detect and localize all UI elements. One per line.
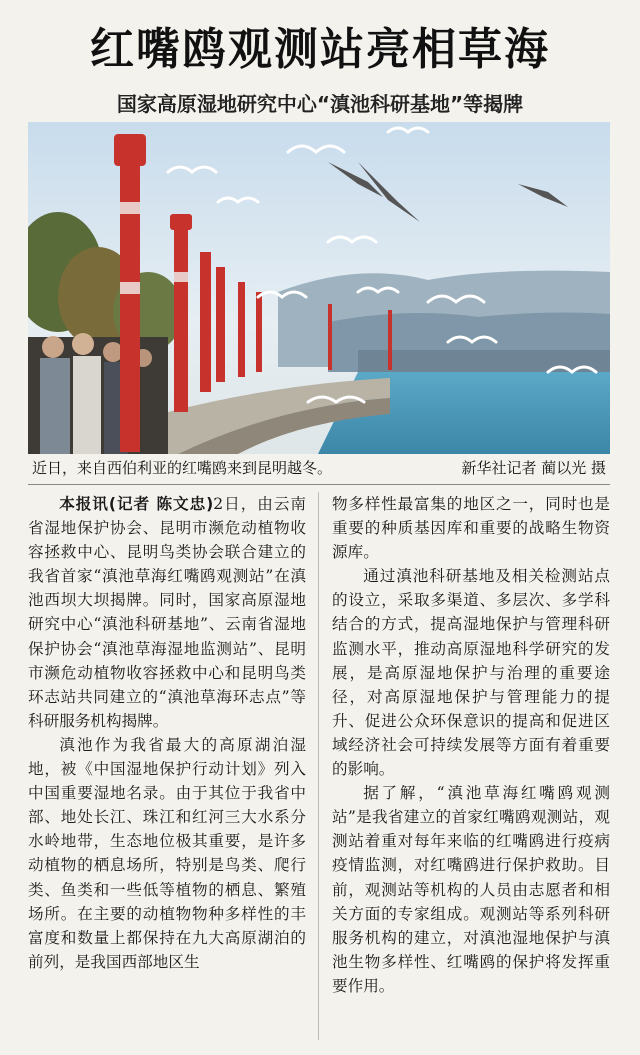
paragraph-3: 通过滇池科研基地及相关检测站点的设立，采取多渠道、多层次、多学科结合的方式，提高湿地保护与管理科研监测水平，推动高原湿地科学研究的发展，是高原湿地保护与治理的重要途径，对高原湿地保护与管理能力的提升、促进公众环保意识的提高和促进区域经济社会可持续发展等方面有着重要的影响。 bbox=[332, 567, 610, 779]
caption-rule bbox=[28, 484, 610, 485]
caption-text: 近日，来自西伯利亚的红嘴鸥来到昆明越冬。 bbox=[32, 459, 333, 477]
photo-credit: 新华社记者 蔺以光 摄 bbox=[461, 459, 606, 477]
paragraph-4: 据了解，“滇池草海红嘴鸥观测站”是我省建立的首家红嘴鸥观测站，观测站着重对每年来临的红嘴鸥进行疫病疫情监测，对红嘴鸥进行保护救助。目前，观测站等机构的人员由志愿者和相关方面的专家组成。观测站等系列科研服务机构的建立，对滇池湿地保护与滇池生物多样性、红嘴鸥的保护将发挥重要作用。 bbox=[332, 784, 610, 995]
news-photo bbox=[28, 122, 610, 454]
paragraph-1 bbox=[28, 492, 306, 733]
byline: 本报讯(记者 陈文忠) bbox=[59, 495, 214, 513]
photo-caption bbox=[28, 456, 610, 482]
headline: 红嘴鸥观测站亮相草海 bbox=[90, 24, 550, 75]
photo-illustration bbox=[28, 122, 610, 454]
subheadline: 国家高原湿地研究中心“滇池科研基地”等揭牌 bbox=[116, 92, 524, 116]
paragraph-1-text: 2日，由云南省湿地保护协会、昆明市濒危动植物收容拯救中心、昆明鸟类协会联合建立的我省首家“滇池草海红嘴鸥观测站”在滇池西坝大坝揭牌。同时，国家高原湿地研究中心“滇池科研基地”、云南省湿地保护协会“滇池草海湿地监测站”、昆明市濒危动植物收容拯救中心和昆明鸟类环志站共同建立的“滇池草海环志点”等科研服务机构揭牌。 bbox=[28, 495, 306, 730]
column-divider bbox=[318, 492, 319, 1040]
paragraph-2: 滇池作为我省最大的高原湖泊湿地，被《中国湿地保护行动计划》列入中国重要湿地名录。由于其位于我省中部、地处长江、珠江和红河三大水系分水岭地带，生态地位极其重要，是许多动植物的栖息场所，特别是鸟类、爬行类、鱼类和一些低等植物的栖息、繁殖场所。在主要的动植物物种多样性的丰富度和数量上都保持在九大高原湖泊的前列，是我国西部地区生 bbox=[28, 735, 306, 971]
paragraph-2-continued: 物多样性最富集的地区之一，同时也是重要的种质基因库和重要的战略生物资源库。 bbox=[332, 495, 610, 562]
article-column-right bbox=[332, 492, 610, 1040]
article-column-left bbox=[28, 492, 306, 1040]
